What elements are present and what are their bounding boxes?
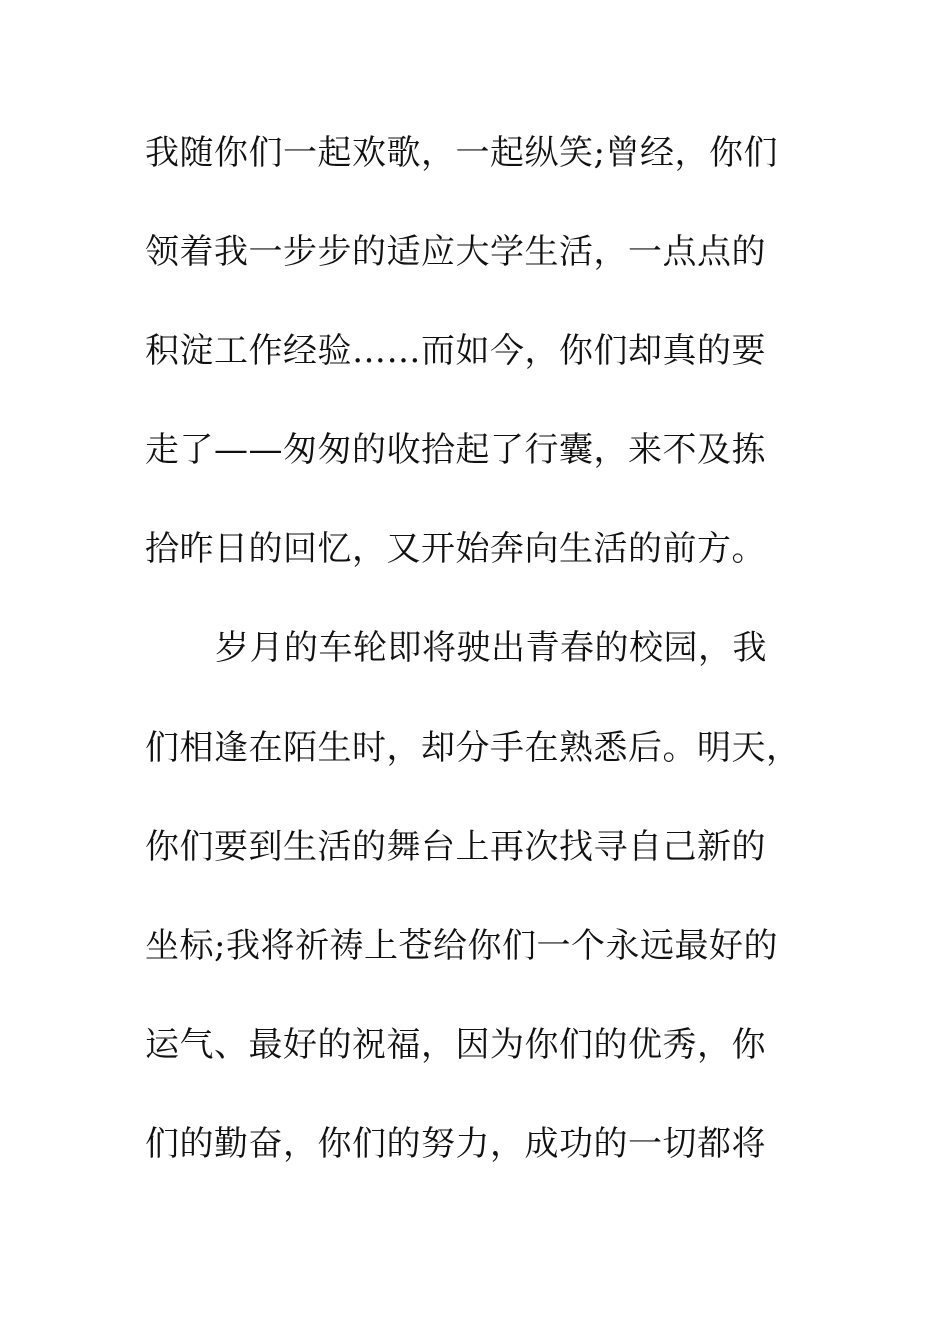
text-line: 你们要到生活的舞台上再次找寻自己新的	[145, 826, 766, 867]
text-line: 领着我一步步的适应大学生活，一点点的	[145, 232, 766, 273]
text-line: 积淀工作经验……而如今，你们却真的要	[145, 331, 766, 372]
text-line: 们的勤奋，你们的努力，成功的一切都将	[145, 1123, 766, 1164]
paragraph-start-line: 岁月的车轮即将驶出青春的校园，我	[215, 628, 767, 669]
body-text	[145, 120, 805, 1210]
text-line: 运气、最好的祝福，因为你们的优秀，你	[145, 1024, 766, 1065]
text-line: 坐标;我将祈祷上苍给你们一个永远最好的	[145, 925, 778, 966]
text-line: 拾昨日的回忆，又开始奔向生活的前方。	[145, 529, 766, 570]
text-line: 走了——匆匆的收拾起了行囊，来不及拣	[145, 430, 766, 471]
text-line: 我随你们一起欢歌，一起纵笑;曾经，你们	[145, 133, 778, 173]
text-line: 们相逢在陌生时，却分手在熟悉后。明天，	[145, 727, 801, 768]
